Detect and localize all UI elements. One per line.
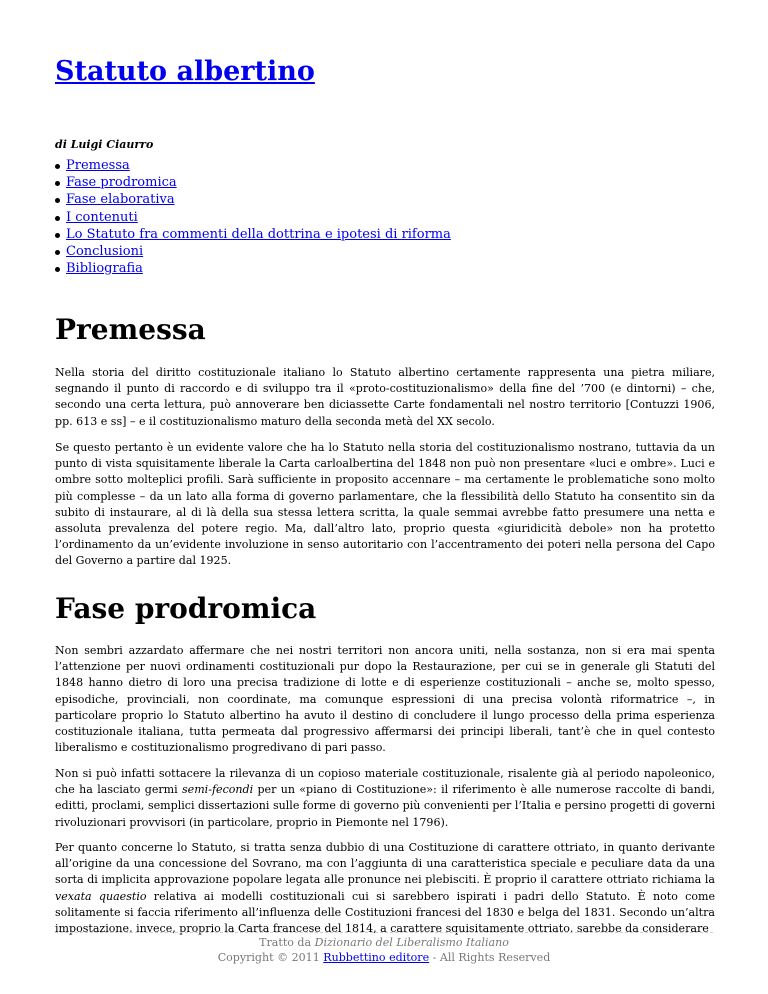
emphasis: semi-fecondi: [182, 783, 254, 797]
toc-item: [55, 226, 451, 243]
toc-item: [55, 174, 451, 191]
toc-item: [55, 243, 451, 260]
table-of-contents: [55, 157, 451, 277]
paragraph: Non sembri azzardato affermare che nei nostri territori non ancora uniti, nella sostanza, non si era mai spenta l’attenzione per nuovi ordinamenti costituzionali pur dopo la Restaurazione, per cui se in generale gli Statuti del 1848 hanno dietro di loro una precisa tradizione di lotte e di esperienze costituzionali – anche se, molto spesso, episodiche, provinciali, non coordinate, ma comunque espressioni di una precisa volontà riformatrice –, in particolare proprio lo Statuto albertino ha avuto il destino di concludere il lungo processo della prima esperienza costituzionale italiana, tutta permeata dal progressivo affermarsi dei principi liberali, tant’è che in quel contesto liberalismo e costituzionalismo progredivano di pari passo.: [55, 644, 715, 755]
paragraph: Non si può infatti sottacere la rilevanza di un copioso materiale costituzionale, risalente già al periodo napoleonico, che ha lasciato germi semi-fecondi per un «piano di Costituzione»: il riferimento è alle numerose raccolte di bandi, editti, proclami, semplici dissertazioni sulle forme di governo più convenienti per l’Italia e persino progetti di governi rivoluzionari provvisori (in particolare, proprio in Piemonte nel 1796).: [55, 767, 716, 829]
toc-link-commenti-dottrina[interactable]: Lo Statuto fra commenti della dottrina e ipotesi di riforma: [66, 226, 451, 242]
toc-link-bibliografia[interactable]: Bibliografia: [66, 261, 143, 277]
publisher-link[interactable]: Rubbettino editore: [323, 951, 430, 964]
toc-item: [55, 209, 451, 226]
toc-link-fase-prodromica[interactable]: Fase prodromica: [66, 175, 177, 191]
toc-item: [55, 157, 451, 174]
toc-link-fase-elaborativa[interactable]: Fase elaborativa: [66, 192, 175, 208]
source-title: Dizionario del Liberalismo Italiano: [314, 936, 509, 949]
paragraph: Nella storia del diritto costituzionale italiano lo Statuto albertino certamente rappresenta una pietra miliare, segnando il punto di raccordo e di sviluppo tra il «proto-costituzionalismo» della fine del ’700 (e dintorni) – che, secondo una certa lettura, può annoverare ben diciassette Carte fondamentali nel nostro territorio [Contuzzi 1906, pp. 613 e ss] – e il costituzionalismo maturo della seconda metà del XX secolo.: [55, 366, 715, 428]
toc-item: [55, 260, 451, 277]
document-title: [55, 54, 315, 90]
footer-divider: [55, 932, 713, 933]
document-title-link[interactable]: Statuto albertino: [55, 56, 315, 87]
toc-link-conclusioni[interactable]: Conclusioni: [66, 244, 144, 260]
emphasis: vexata quaestio: [55, 889, 147, 903]
toc-link-contenuti[interactable]: I contenuti: [66, 209, 138, 225]
toc-item: [55, 191, 451, 208]
section-heading-premessa: Premessa: [55, 313, 206, 346]
toc-link-premessa[interactable]: Premessa: [66, 158, 130, 173]
paragraph: Se questo pertanto è un evidente valore che ha lo Statuto nella storia del costituzionalismo nostrano, tuttavia da un punto di vista squisitamente liberale la Carta carloalbertina del 1848 non può non presentare «luci e ombre». Luci e ombre sotto molteplici profili. Sarà sufficiente in proposito accennare – ma certamente le problematiche sono molto più complesse – da un lato alla forma di governo parlamentare, che la flessibilità dello Statuto ha consentito sin da subito di instaurare, al di là della sua stessa lettera scritta, la quale semmai avrebbe fatto presumere una netta e assoluta prevalenza del potere regio. Ma, dall’altro lato, proprio questa «giuridicità debole» non ha protetto l’ordinamento da un’evidente involuzione in senso autoritario con l’accentramento dei poteri nella persona del Capo del Governo a partire dal 1925.: [55, 441, 715, 568]
author-byline: di Luigi Ciaurro: [55, 138, 154, 151]
footer-source: Tratto da Dizionario del Liberalismo Italiano: [259, 936, 509, 949]
section-heading-fase-prodromica: Fase prodromica: [55, 592, 317, 625]
footer-copyright: Copyright © 2011 Rubbettino editore - All Rights Reserved: [217, 951, 551, 964]
paragraph: Per quanto concerne lo Statuto, si tratta senza dubbio di una Costituzione di carattere ottriato, in quanto derivante all’origine da una concessione del Sovrano, ma con l’aggiunta di una caratteristica speciale e peculiare data da una sorta di implicita approvazione popolare legata alle pronunce nei plebisciti. È proprio il carattere ottriato richiama la vexata quaestio relativa ai modelli costituzionali cui si sarebbero ispirati i padri dello Statuto. È noto come solitamente si faccia riferimento all’influenza delle Costituzioni francesi del 1830 e belga del 1831. Secondo un’altra impostazione, invece, proprio la Carta francese del 1814, a carattere squisitamente ottriato, sarebbe da considerare: [55, 841, 715, 936]
